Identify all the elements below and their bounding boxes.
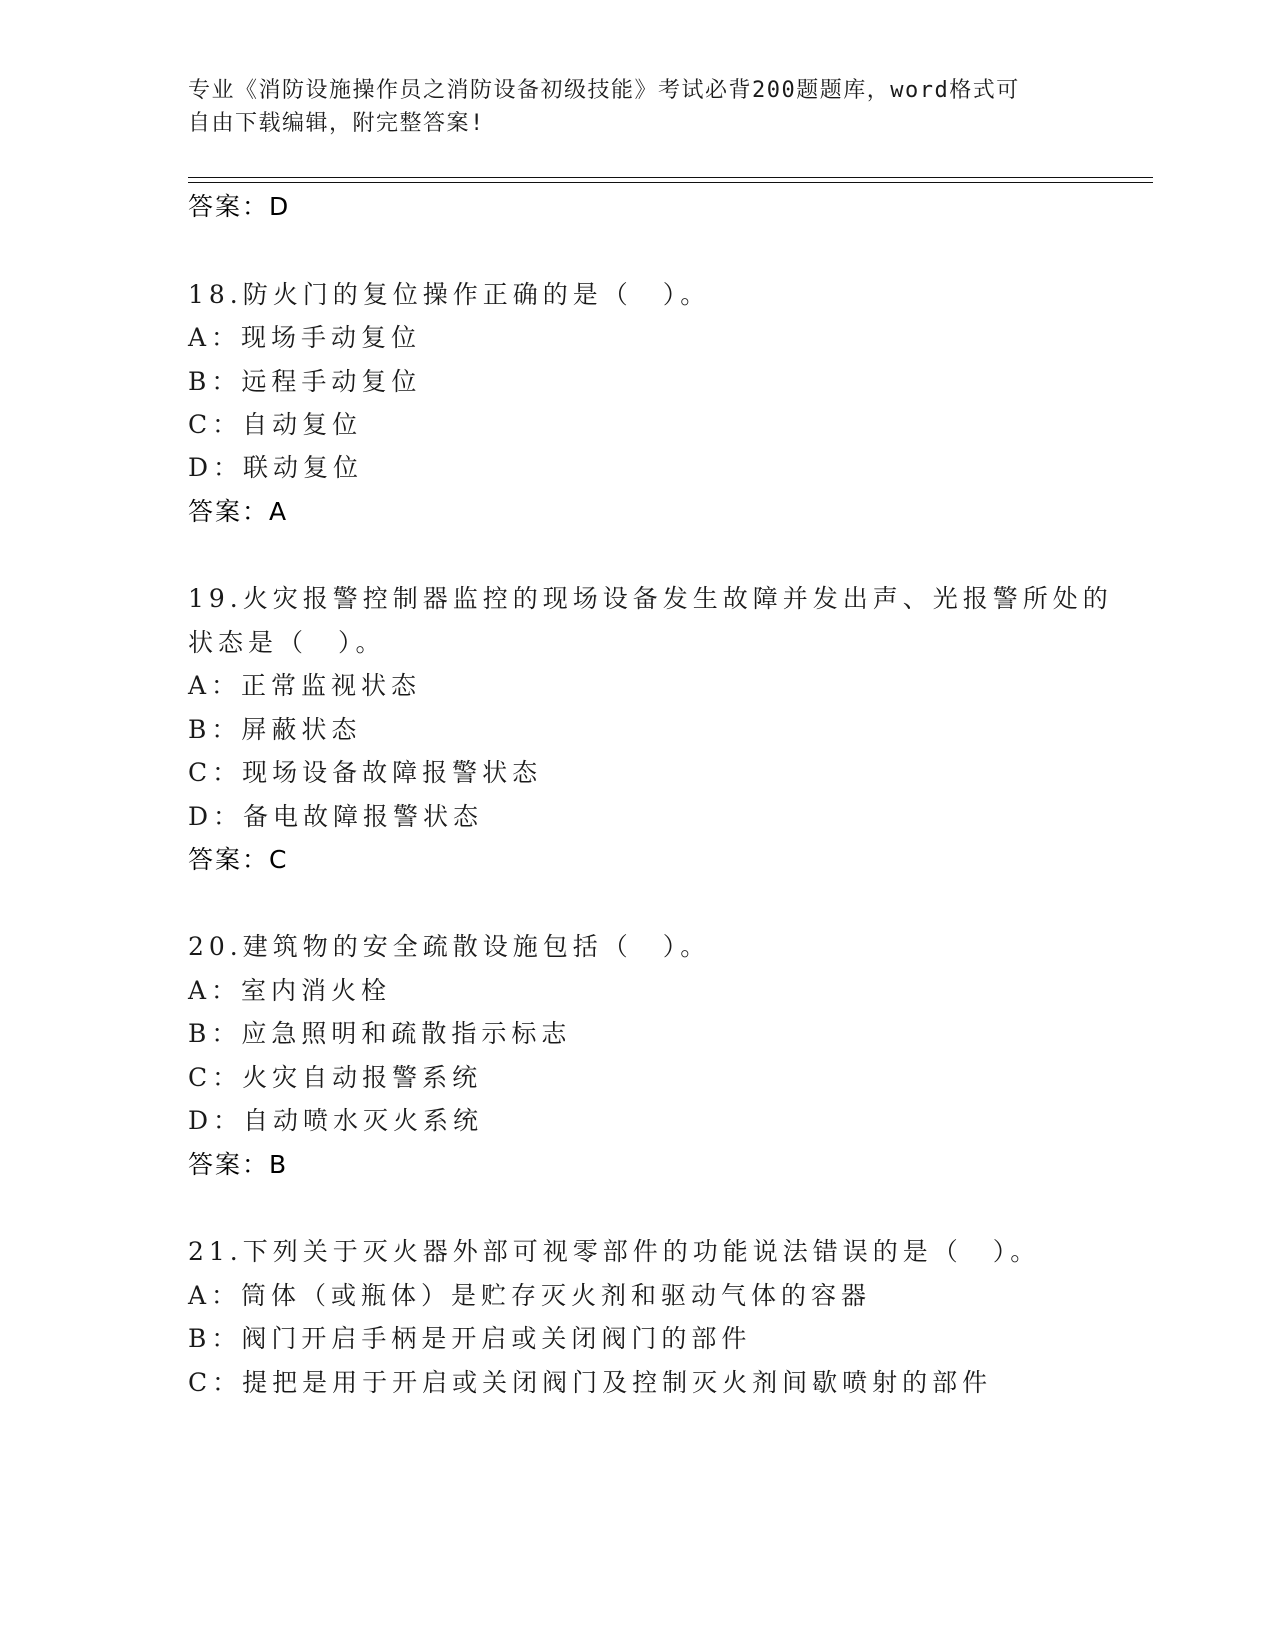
question-18-option-c: C：自动复位 <box>188 410 363 439</box>
question-18-option-d: D：联动复位 <box>188 453 364 482</box>
page-header <box>188 74 1088 140</box>
question-19-answer: 答案：C <box>188 845 289 874</box>
question-20-option-c: C：火灾自动报警系统 <box>188 1063 483 1092</box>
question-20-option-b: B：应急照明和疏散指示标志 <box>188 1019 572 1048</box>
header-divider-top <box>188 177 1153 178</box>
question-20-option-a: A：室内消火栓 <box>188 976 392 1005</box>
question-20-answer: 答案：B <box>188 1150 289 1179</box>
question-19-option-b: B：屏蔽状态 <box>188 715 362 744</box>
question-19-option-d: D：备电故障报警状态 <box>188 802 484 831</box>
previous-answer: 答案：D <box>188 192 291 221</box>
question-21-option-b: B：阀门开启手柄是开启或关闭阀门的部件 <box>188 1324 752 1353</box>
question-18-option-a: A：现场手动复位 <box>188 323 422 352</box>
question-18-answer: 答案：A <box>188 497 289 526</box>
header-line-1: 专业《消防设施操作员之消防设备初级技能》考试必背200题题库，word格式可 <box>188 78 1020 103</box>
question-21-option-a: A：筒体（或瓶体）是贮存灭火剂和驱动气体的容器 <box>188 1281 872 1310</box>
question-19-option-a: A：正常监视状态 <box>188 671 422 700</box>
header-divider-bottom <box>188 182 1153 183</box>
header-line-2: 自由下载编辑，附完整答案! <box>188 111 485 136</box>
question-21-stem: 21.下列关于灭火器外部可视零部件的功能说法错误的是（ ）。 <box>188 1237 1041 1266</box>
question-20-stem: 20.建筑物的安全疏散设施包括（ ）。 <box>188 932 711 961</box>
question-19-stem-line-2: 状态是（ ）。 <box>188 628 386 657</box>
question-21-option-c: C：提把是用于开启或关闭阀门及控制灭火剂间歇喷射的部件 <box>188 1368 993 1397</box>
question-18-stem: 18.防火门的复位操作正确的是（ ）。 <box>188 280 711 309</box>
question-18-option-b: B：远程手动复位 <box>188 367 422 396</box>
question-20-option-d: D：自动喷水灭火系统 <box>188 1106 484 1135</box>
question-19-stem-line-1: 19.火灾报警控制器监控的现场设备发生故障并发出声、光报警所处的 <box>188 584 1113 613</box>
question-19-option-c: C：现场设备故障报警状态 <box>188 758 543 787</box>
